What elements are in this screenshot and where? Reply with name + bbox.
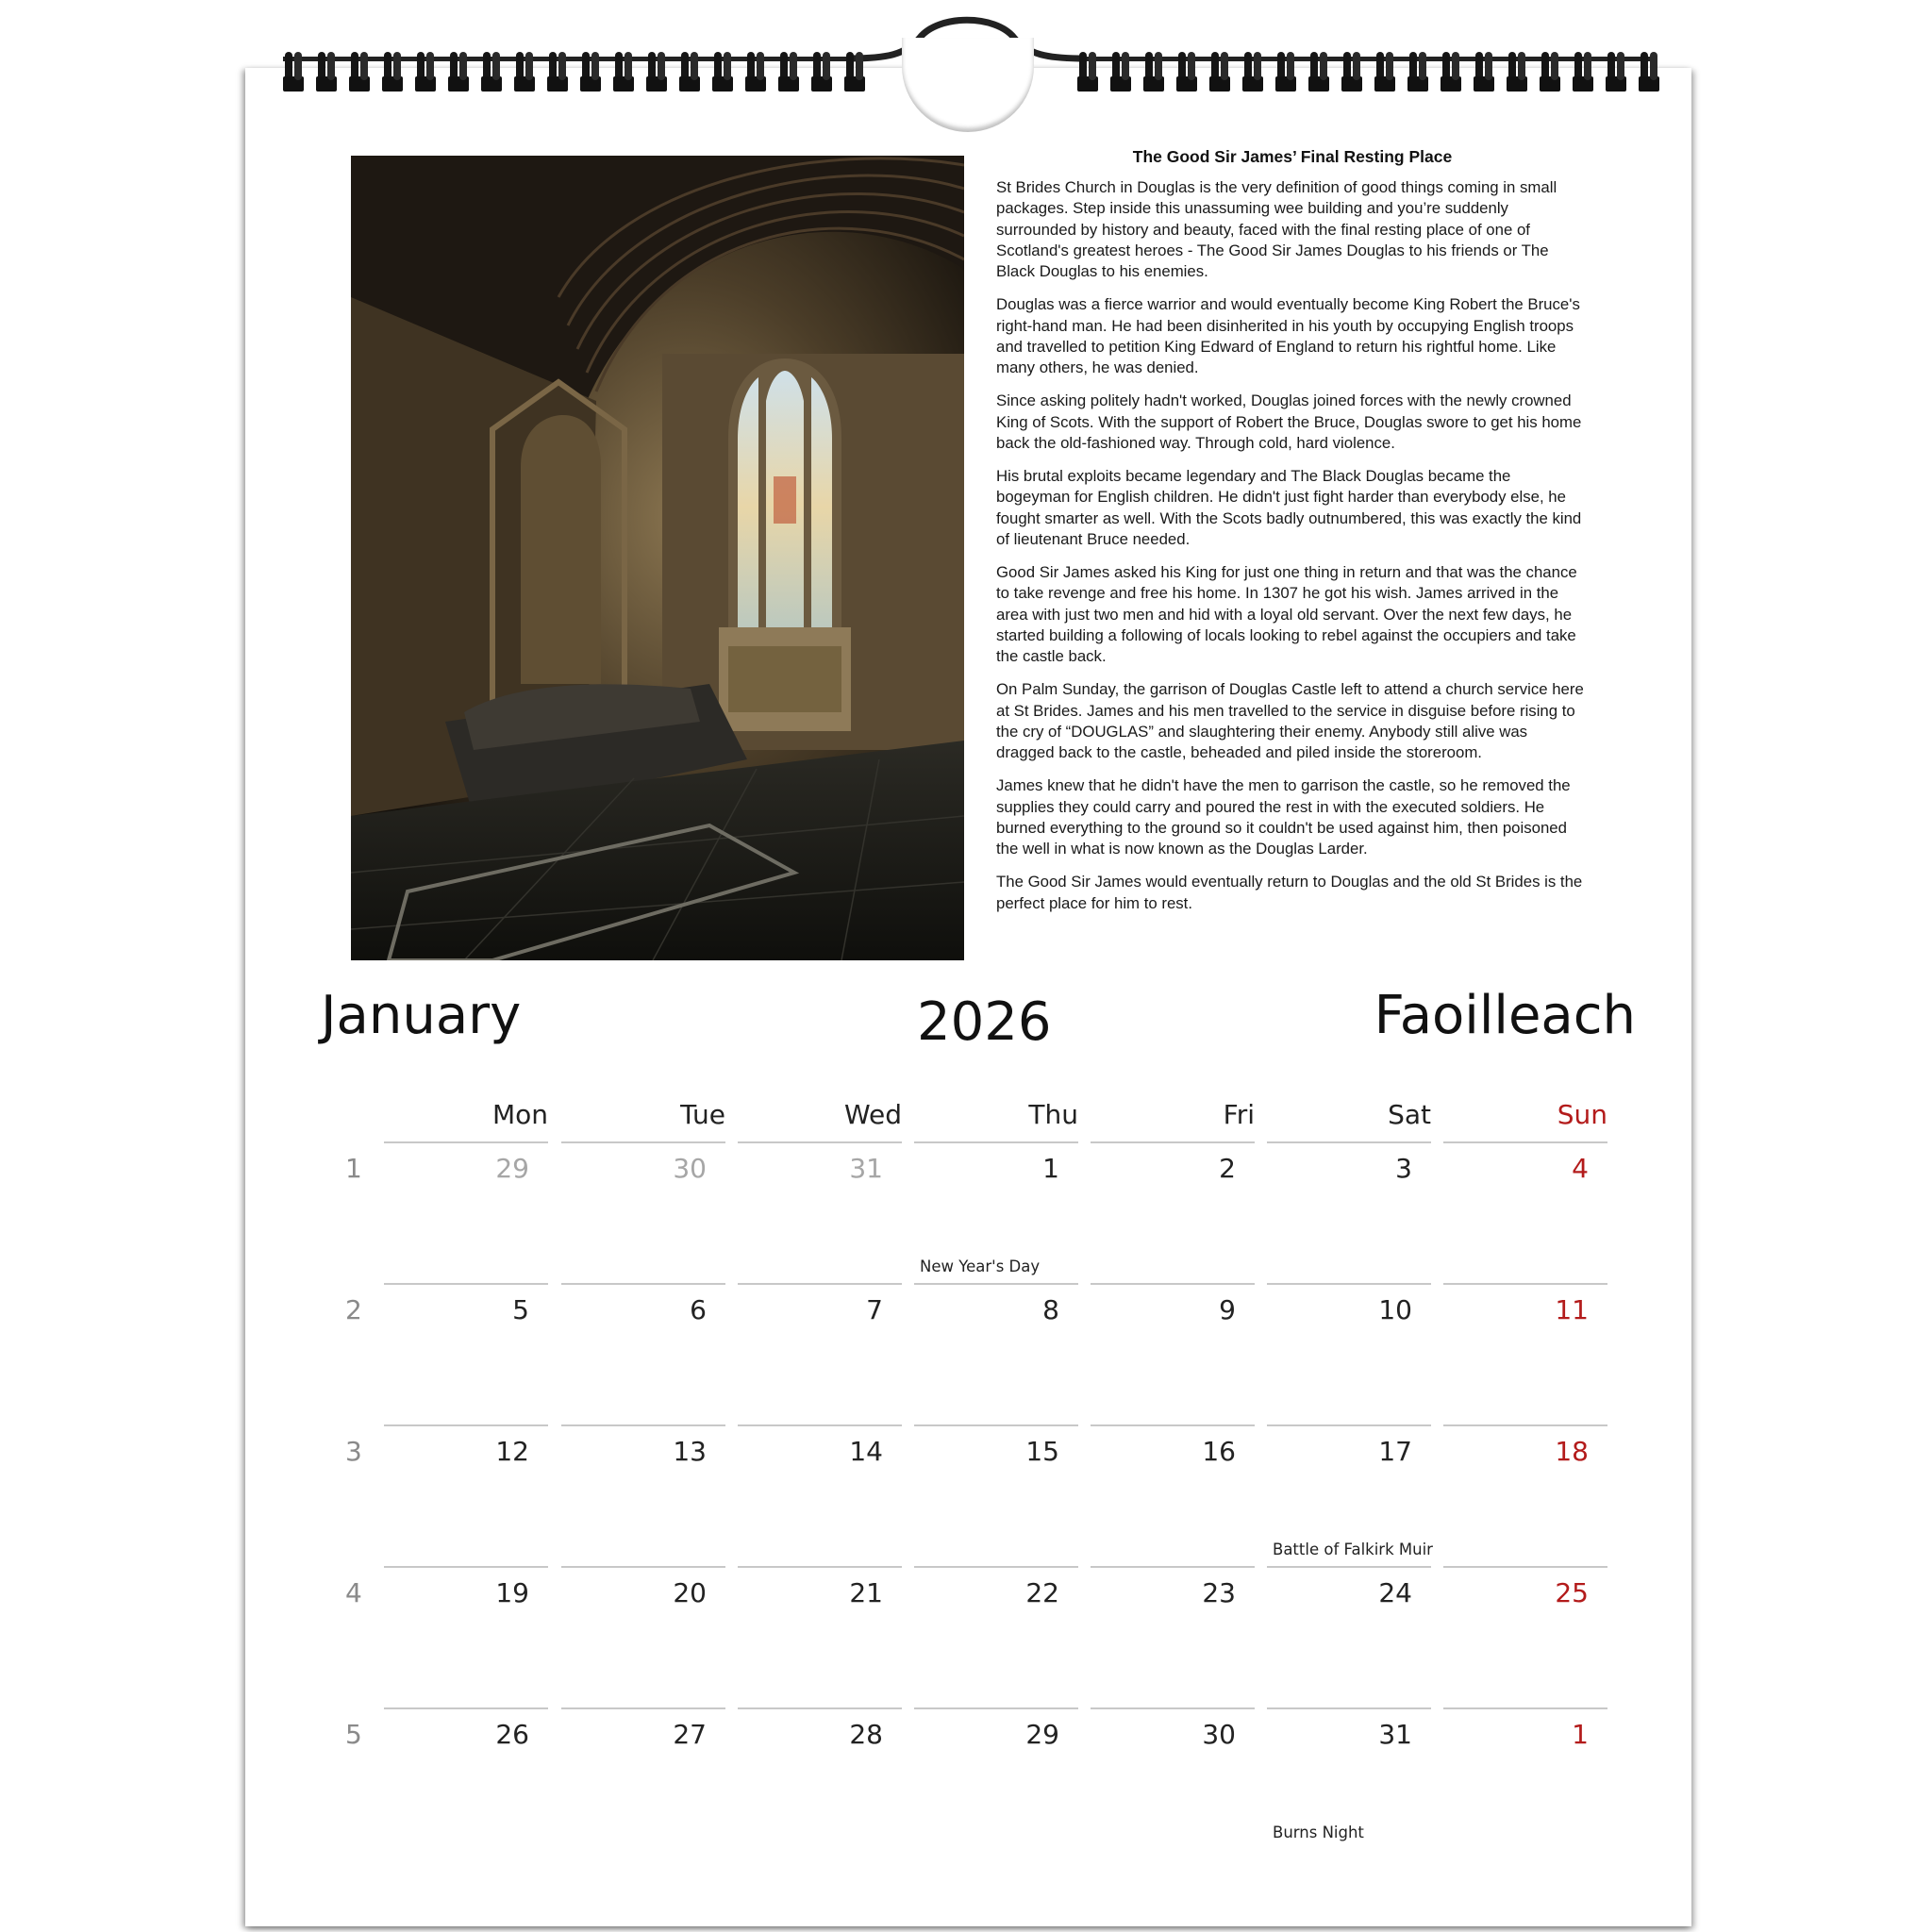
article-paragraph: Douglas was a fierce warrior and would eventually become King Robert the Bruce's right-hand man. He had been disinherited in his youth by occupying English troops and travelled to petition King Edward of England to return his rightful home. Like many others, he was denied. xyxy=(996,295,1580,377)
day-number: 30 xyxy=(673,1153,707,1184)
day-number: 12 xyxy=(495,1436,529,1467)
spiral-coil xyxy=(1209,52,1242,94)
cell-top-rule xyxy=(1091,1283,1255,1285)
cell-top-rule xyxy=(738,1566,902,1568)
spiral-binding-left xyxy=(283,52,877,94)
cell-top-rule xyxy=(1443,1424,1607,1426)
month-name-english: January xyxy=(321,985,522,1046)
cell-top-rule xyxy=(1443,1283,1607,1285)
cell-top-rule xyxy=(914,1141,1078,1143)
weekday-header-sat: Sat xyxy=(1388,1099,1431,1130)
cell-top-rule xyxy=(1443,1707,1607,1709)
cell-top-rule xyxy=(1267,1283,1431,1285)
cell-top-rule xyxy=(914,1566,1078,1568)
spiral-coil xyxy=(1474,52,1507,94)
cell-top-rule xyxy=(561,1141,725,1143)
article-paragraph: St Brides Church in Douglas is the very definition of good things coming in small packages. Step inside this unassuming wee building and you’re suddenly surrounded by history and beauty, faced with the final resting place of one of Scotland's greatest heroes - The Good Sir James Douglas to his friends or The Black Douglas to his enemies. xyxy=(996,178,1557,281)
cell-top-rule xyxy=(384,1424,548,1426)
cell-top-rule xyxy=(738,1283,902,1285)
cell-top-rule xyxy=(384,1707,548,1709)
cell-top-rule xyxy=(914,1424,1078,1426)
article-paragraph: The Good Sir James would eventually return to Douglas and the old St Brides is the perfect place for him to rest. xyxy=(996,873,1583,912)
article-paragraph: His brutal exploits became legendary and The Black Douglas became the bogeyman for English children. He didn't just fight harder than everybody else, he fought smarter as well. With the Scots badly outnumbered, this was exactly the kind of lieutenant Bruce needed. xyxy=(996,467,1582,548)
article-paragraph: James knew that he didn't have the men to garrison the castle, so he removed the supplies they could carry and poured the rest in with the executed soldiers. He burned everything to the ground so it couldn't be used against him, then poisoned the well in what is now known as the Douglas Larder. xyxy=(996,776,1571,858)
event-label: New Year's Day xyxy=(920,1257,1041,1275)
spiral-coil xyxy=(1540,52,1573,94)
cell-top-rule xyxy=(1443,1566,1607,1568)
spiral-coil xyxy=(646,52,679,94)
day-number: 21 xyxy=(849,1577,883,1608)
article-paragraph: Good Sir James asked his King for just one thing in return and that was the chance to take revenge and free his home. In 1307 he got his wish. James arrived in the area with just two men and hid with a loyal old servant. Over the next few days, he started building a following of locals looking to rebel against the occupiers and take the castle back. xyxy=(996,563,1577,666)
day-number: 1 xyxy=(1572,1719,1589,1750)
spiral-coil xyxy=(547,52,580,94)
cell-top-rule xyxy=(1091,1566,1255,1568)
spiral-coil xyxy=(415,52,448,94)
day-number: 17 xyxy=(1378,1436,1412,1467)
day-number: 19 xyxy=(495,1577,529,1608)
cell-top-rule xyxy=(1267,1707,1431,1709)
day-number: 31 xyxy=(1378,1719,1412,1750)
spiral-coil xyxy=(1077,52,1110,94)
cell-top-rule xyxy=(561,1283,725,1285)
day-number: 23 xyxy=(1202,1577,1236,1608)
day-number: 30 xyxy=(1202,1719,1236,1750)
day-number: 28 xyxy=(849,1719,883,1750)
day-number: 29 xyxy=(1025,1719,1059,1750)
month-name-gaelic: Faoilleach xyxy=(1374,985,1636,1046)
cell-top-rule xyxy=(384,1566,548,1568)
day-number: 15 xyxy=(1025,1436,1059,1467)
day-number: 25 xyxy=(1555,1577,1589,1608)
spiral-coil xyxy=(1110,52,1143,94)
spiral-coil xyxy=(1606,52,1639,94)
spiral-coil xyxy=(1639,52,1672,94)
day-number: 24 xyxy=(1378,1577,1412,1608)
year-label: 2026 xyxy=(917,991,1052,1053)
spiral-coil xyxy=(349,52,382,94)
spiral-coil xyxy=(481,52,514,94)
spiral-coil xyxy=(1341,52,1374,94)
cell-top-rule xyxy=(1091,1707,1255,1709)
weekday-header-tue: Tue xyxy=(680,1099,725,1130)
event-label: Burns Night xyxy=(1273,1824,1364,1841)
spiral-coil xyxy=(1275,52,1308,94)
day-number: 2 xyxy=(1219,1153,1236,1184)
day-number: 7 xyxy=(866,1294,883,1325)
cell-top-rule xyxy=(1267,1424,1431,1426)
cell-top-rule xyxy=(561,1707,725,1709)
spiral-coil xyxy=(1374,52,1407,94)
cell-top-rule xyxy=(384,1283,548,1285)
spiral-coil xyxy=(1176,52,1209,94)
cell-top-rule xyxy=(1267,1141,1431,1143)
cell-top-rule xyxy=(738,1707,902,1709)
day-number: 5 xyxy=(512,1294,529,1325)
cell-top-rule xyxy=(914,1707,1078,1709)
cell-top-rule xyxy=(738,1424,902,1426)
cell-top-rule xyxy=(914,1283,1078,1285)
spiral-coil xyxy=(382,52,415,94)
day-number: 16 xyxy=(1202,1436,1236,1467)
cell-top-rule xyxy=(738,1141,902,1143)
spiral-coil xyxy=(679,52,712,94)
day-number: 3 xyxy=(1395,1153,1412,1184)
cell-top-rule xyxy=(1267,1566,1431,1568)
weekday-header-thu: Thu xyxy=(1028,1099,1078,1130)
week-number: 2 xyxy=(345,1294,362,1325)
cell-top-rule xyxy=(384,1141,548,1143)
spiral-coil xyxy=(844,52,877,94)
spiral-coil xyxy=(1441,52,1474,94)
day-number: 31 xyxy=(849,1153,883,1184)
spiral-coil xyxy=(1242,52,1275,94)
cell-top-rule xyxy=(561,1566,725,1568)
spiral-coil xyxy=(778,52,811,94)
day-number: 22 xyxy=(1025,1577,1059,1608)
week-number: 1 xyxy=(345,1153,362,1184)
day-number: 1 xyxy=(1042,1153,1059,1184)
spiral-coil xyxy=(1143,52,1176,94)
spiral-coil xyxy=(1573,52,1606,94)
day-number: 6 xyxy=(690,1294,707,1325)
cell-top-rule xyxy=(1091,1424,1255,1426)
weekday-header-fri: Fri xyxy=(1223,1099,1255,1130)
spiral-coil xyxy=(283,52,316,94)
day-number: 20 xyxy=(673,1577,707,1608)
article-paragraph: On Palm Sunday, the garrison of Douglas Castle left to attend a church service here at St Brides. James and his men travelled to the service in disguise before rising to the cry of “DOUGLAS” and slaughtering their enemy. Anybody still alive was dragged back to the castle, beheaded and piled inside the storeroom. xyxy=(996,680,1584,762)
day-number: 26 xyxy=(495,1719,529,1750)
spiral-coil xyxy=(811,52,844,94)
day-number: 10 xyxy=(1378,1294,1412,1325)
day-number: 18 xyxy=(1555,1436,1589,1467)
weekday-header-mon: Mon xyxy=(491,1099,548,1130)
event-label: Battle of Falkirk Muir xyxy=(1273,1541,1433,1558)
spiral-coil xyxy=(316,52,349,94)
spiral-coil xyxy=(613,52,646,94)
spiral-coil xyxy=(1308,52,1341,94)
spiral-coil xyxy=(745,52,778,94)
cell-top-rule xyxy=(1091,1141,1255,1143)
spiral-coil xyxy=(448,52,481,94)
week-number: 3 xyxy=(345,1436,362,1467)
week-number: 5 xyxy=(345,1719,362,1750)
day-number: 4 xyxy=(1572,1153,1589,1184)
weekday-header-wed: Wed xyxy=(843,1099,902,1130)
spiral-coil xyxy=(514,52,547,94)
day-number: 8 xyxy=(1042,1294,1059,1325)
spiral-coil xyxy=(1507,52,1540,94)
spiral-coil xyxy=(580,52,613,94)
day-number: 13 xyxy=(673,1436,707,1467)
spiral-coil xyxy=(712,52,745,94)
spiral-binding-right xyxy=(1077,52,1672,94)
week-number: 4 xyxy=(345,1577,362,1608)
church-interior-photo xyxy=(351,156,964,960)
article-title: The Good Sir James’ Final Resting Place xyxy=(1132,147,1453,166)
day-number: 29 xyxy=(495,1153,529,1184)
day-number: 9 xyxy=(1219,1294,1236,1325)
weekday-header-sun: Sun xyxy=(1557,1099,1607,1130)
cell-top-rule xyxy=(561,1424,725,1426)
spiral-coil xyxy=(1407,52,1441,94)
article xyxy=(996,146,1589,926)
day-number: 11 xyxy=(1555,1294,1589,1325)
day-number: 27 xyxy=(673,1719,707,1750)
cell-top-rule xyxy=(1443,1141,1607,1143)
article-paragraph: Since asking politely hadn't worked, Douglas joined forces with the newly crowned King of Scots. With the support of Robert the Bruce, Douglas swore to get his home back the old-fashioned way. Through cold, hard violence. xyxy=(996,391,1582,452)
day-number: 14 xyxy=(849,1436,883,1467)
